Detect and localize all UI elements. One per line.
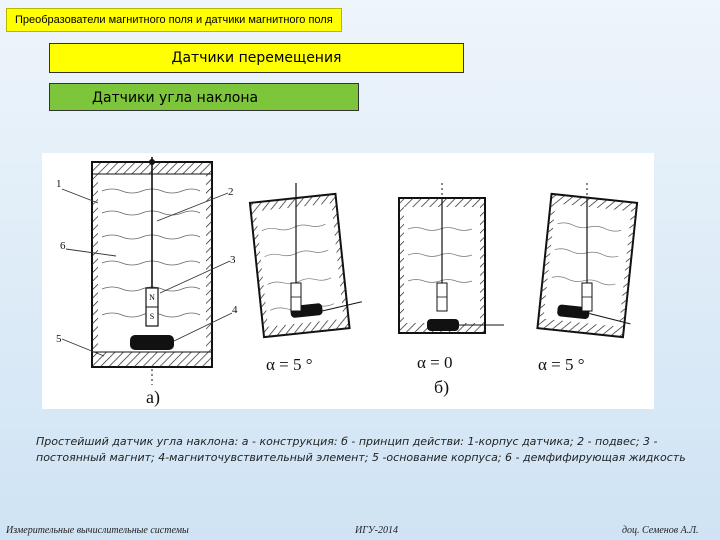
part-a-label: а) xyxy=(146,387,160,407)
footer-university: ИГУ-2014 xyxy=(355,525,398,536)
callout-4: 4 xyxy=(232,304,238,316)
housing-a xyxy=(92,157,212,385)
top-label: Преобразователи магнитного поля и датчики магнитного поля xyxy=(6,8,342,32)
figure-caption: Простейший датчик угла наклона: а - конструкция: б - принцип действи: 1-корпус датчика; 2 - подвес; 3 - постоянный магнит; 4-магниточувствительный элемент; 5 -основание корпуса; 6 - демфифирующая жидкость xyxy=(36,435,686,464)
housing-b-left xyxy=(250,192,365,337)
callout-5: 5 xyxy=(56,333,62,345)
subsection-title-banner: Датчики угла наклона xyxy=(49,83,359,111)
callout-2: 2 xyxy=(228,186,234,198)
housing-b-center xyxy=(399,183,504,333)
magnet-n-label: N xyxy=(149,293,155,302)
footer-author: доц. Семенов А.Л. xyxy=(622,525,699,536)
footer-course: Измерительные вычислительные системы xyxy=(6,525,189,536)
magnet-s-label: S xyxy=(149,312,155,321)
angle-label-left: α = 5 ° xyxy=(266,355,313,374)
part-b-label: б) xyxy=(434,377,450,397)
angle-label-center: α = 0 xyxy=(417,353,453,372)
housing-b-right xyxy=(537,194,643,338)
callout-1: 1 xyxy=(56,178,62,190)
sensor-diagram xyxy=(42,153,654,409)
callout-6: 6 xyxy=(60,240,66,252)
section-title-banner: Датчики перемещения xyxy=(49,43,464,73)
callout-3: 3 xyxy=(230,254,236,266)
angle-label-right: α = 5 ° xyxy=(538,355,585,374)
